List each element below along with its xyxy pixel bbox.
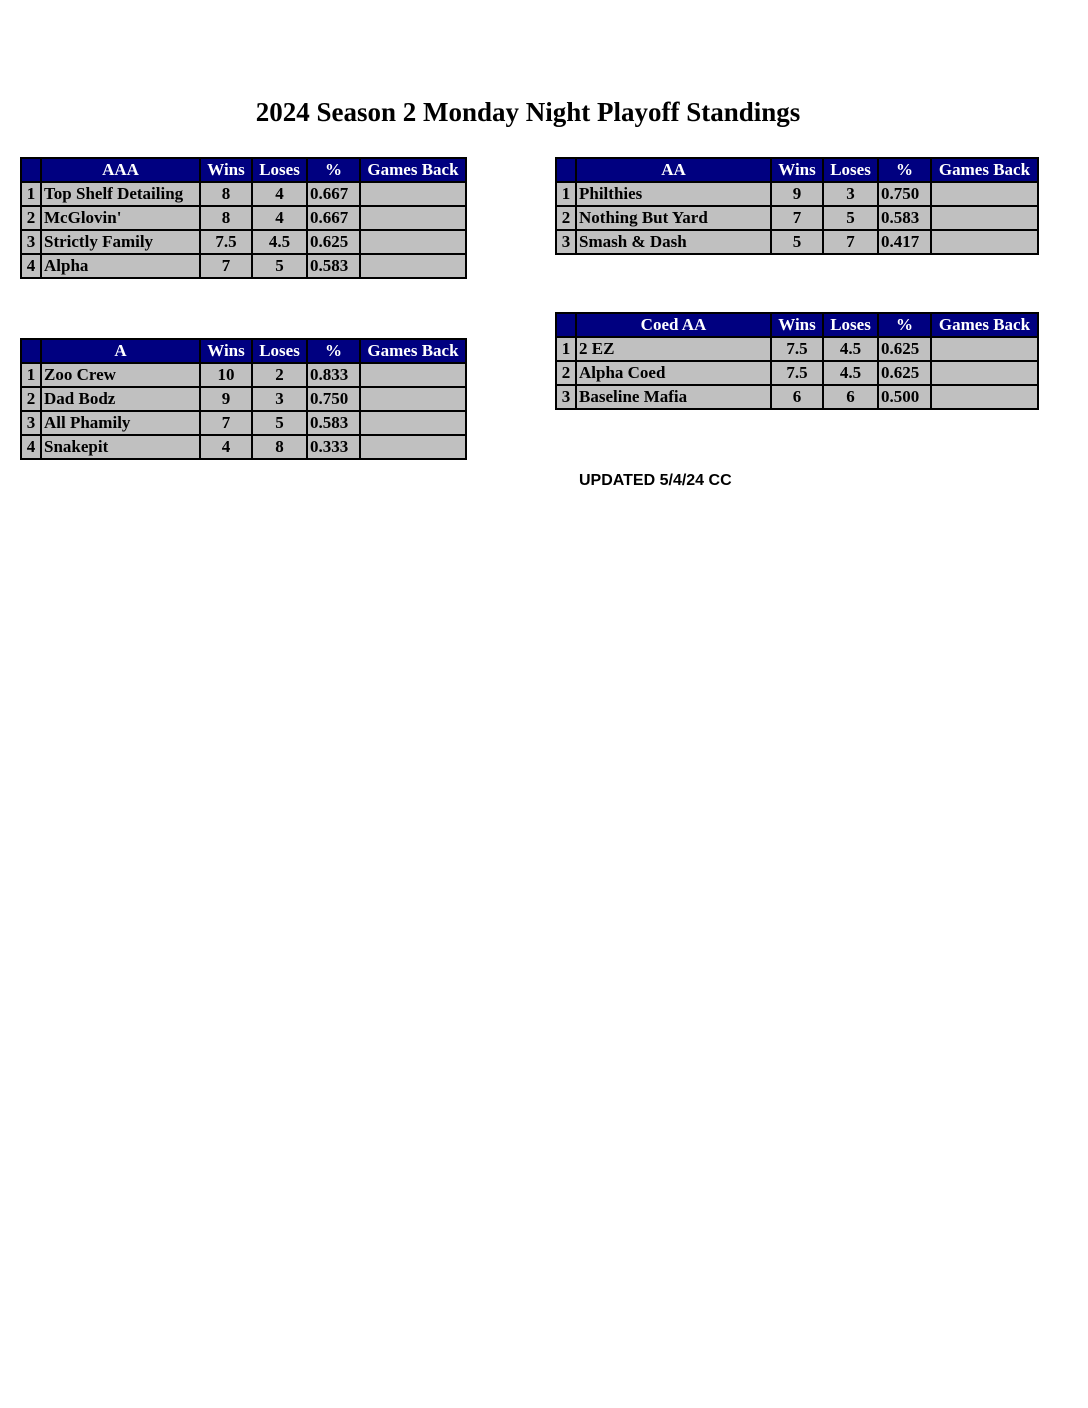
wins-header: Wins	[200, 158, 252, 182]
standings-table-aa	[555, 157, 1039, 255]
table-row	[21, 206, 466, 230]
rank-cell: 1	[556, 182, 576, 206]
table-row	[21, 230, 466, 254]
team-cell: Strictly Family	[41, 230, 200, 254]
loses-cell: 4.5	[823, 337, 878, 361]
rank-cell: 1	[556, 337, 576, 361]
loses-header: Loses	[823, 313, 878, 337]
loses-cell: 5	[252, 411, 307, 435]
loses-cell: 5	[823, 206, 878, 230]
wins-cell: 9	[200, 387, 252, 411]
games-back-cell	[360, 206, 466, 230]
pct-cell: 0.750	[878, 182, 931, 206]
updated-note: UPDATED 5/4/24 CC	[579, 472, 732, 489]
table-row	[556, 361, 1038, 385]
pct-cell: 0.833	[307, 363, 360, 387]
games-back-cell	[360, 254, 466, 278]
loses-cell: 4.5	[823, 361, 878, 385]
loses-cell: 2	[252, 363, 307, 387]
pct-cell: 0.625	[878, 337, 931, 361]
pct-cell: 0.583	[878, 206, 931, 230]
wins-header: Wins	[771, 158, 823, 182]
team-cell: Top Shelf Detailing	[41, 182, 200, 206]
wins-cell: 9	[771, 182, 823, 206]
table-header-row	[21, 158, 466, 182]
games-back-cell	[360, 435, 466, 459]
team-cell: Nothing But Yard	[576, 206, 771, 230]
table-row	[556, 385, 1038, 409]
wins-cell: 7.5	[200, 230, 252, 254]
table-row	[556, 230, 1038, 254]
rank-cell: 2	[556, 361, 576, 385]
loses-cell: 3	[823, 182, 878, 206]
division-name: AA	[576, 158, 771, 182]
table-row	[21, 254, 466, 278]
wins-cell: 7	[771, 206, 823, 230]
pct-header: %	[307, 339, 360, 363]
team-cell: Dad Bodz	[41, 387, 200, 411]
loses-cell: 8	[252, 435, 307, 459]
rank-cell: 3	[21, 411, 41, 435]
games-back-cell	[360, 230, 466, 254]
table-row	[21, 411, 466, 435]
standings-table-aaa	[20, 157, 467, 279]
rank-cell: 3	[556, 385, 576, 409]
wins-cell: 5	[771, 230, 823, 254]
table-row	[556, 206, 1038, 230]
pct-cell: 0.667	[307, 206, 360, 230]
pct-cell: 0.625	[307, 230, 360, 254]
pct-cell: 0.333	[307, 435, 360, 459]
games-back-cell	[931, 206, 1038, 230]
rank-cell: 3	[21, 230, 41, 254]
games-back-header: Games Back	[931, 313, 1038, 337]
loses-cell: 6	[823, 385, 878, 409]
standings-table-a	[20, 338, 467, 460]
rank-cell: 2	[21, 206, 41, 230]
games-back-cell	[931, 361, 1038, 385]
wins-header: Wins	[200, 339, 252, 363]
pct-cell: 0.417	[878, 230, 931, 254]
games-back-cell	[931, 337, 1038, 361]
table-row	[21, 182, 466, 206]
loses-cell: 3	[252, 387, 307, 411]
team-cell: Alpha	[41, 254, 200, 278]
wins-cell: 7.5	[771, 337, 823, 361]
rank-header	[21, 158, 41, 182]
rank-header	[556, 313, 576, 337]
games-back-cell	[931, 385, 1038, 409]
team-cell: All Phamily	[41, 411, 200, 435]
table-header-row	[556, 158, 1038, 182]
table-header-row	[21, 339, 466, 363]
standings-table-coed-aa	[555, 312, 1039, 410]
team-cell: McGlovin'	[41, 206, 200, 230]
wins-cell: 4	[200, 435, 252, 459]
loses-cell: 4	[252, 206, 307, 230]
pct-cell: 0.583	[307, 254, 360, 278]
loses-header: Loses	[823, 158, 878, 182]
wins-cell: 7	[200, 254, 252, 278]
team-cell: Smash & Dash	[576, 230, 771, 254]
rank-cell: 1	[21, 363, 41, 387]
pct-header: %	[878, 313, 931, 337]
games-back-cell	[360, 411, 466, 435]
team-cell: Snakepit	[41, 435, 200, 459]
division-name: A	[41, 339, 200, 363]
rank-header	[21, 339, 41, 363]
wins-cell: 7	[200, 411, 252, 435]
games-back-header: Games Back	[360, 158, 466, 182]
rank-cell: 2	[21, 387, 41, 411]
wins-cell: 8	[200, 182, 252, 206]
table-row	[21, 363, 466, 387]
rank-cell: 3	[556, 230, 576, 254]
games-back-header: Games Back	[931, 158, 1038, 182]
pct-header: %	[878, 158, 931, 182]
wins-cell: 6	[771, 385, 823, 409]
loses-header: Loses	[252, 339, 307, 363]
team-cell: Baseline Mafia	[576, 385, 771, 409]
loses-cell: 7	[823, 230, 878, 254]
table-row	[21, 435, 466, 459]
rank-cell: 1	[21, 182, 41, 206]
loses-cell: 4	[252, 182, 307, 206]
wins-cell: 7.5	[771, 361, 823, 385]
pct-cell: 0.667	[307, 182, 360, 206]
rank-cell: 2	[556, 206, 576, 230]
wins-header: Wins	[771, 313, 823, 337]
team-cell: Zoo Crew	[41, 363, 200, 387]
table-row	[21, 387, 466, 411]
games-back-cell	[931, 182, 1038, 206]
games-back-cell	[360, 363, 466, 387]
rank-header	[556, 158, 576, 182]
table-row	[556, 337, 1038, 361]
pct-header: %	[307, 158, 360, 182]
loses-cell: 5	[252, 254, 307, 278]
rank-cell: 4	[21, 435, 41, 459]
loses-cell: 4.5	[252, 230, 307, 254]
games-back-cell	[360, 387, 466, 411]
pct-cell: 0.583	[307, 411, 360, 435]
division-name: Coed AA	[576, 313, 771, 337]
page-title: 2024 Season 2 Monday Night Playoff Standings	[255, 97, 801, 127]
division-name: AAA	[41, 158, 200, 182]
team-cell: Philthies	[576, 182, 771, 206]
team-cell: Alpha Coed	[576, 361, 771, 385]
rank-cell: 4	[21, 254, 41, 278]
pct-cell: 0.750	[307, 387, 360, 411]
table-header-row	[556, 313, 1038, 337]
pct-cell: 0.500	[878, 385, 931, 409]
wins-cell: 8	[200, 206, 252, 230]
table-row	[556, 182, 1038, 206]
team-cell: 2 EZ	[576, 337, 771, 361]
games-back-header: Games Back	[360, 339, 466, 363]
loses-header: Loses	[252, 158, 307, 182]
wins-cell: 10	[200, 363, 252, 387]
pct-cell: 0.625	[878, 361, 931, 385]
games-back-cell	[931, 230, 1038, 254]
games-back-cell	[360, 182, 466, 206]
